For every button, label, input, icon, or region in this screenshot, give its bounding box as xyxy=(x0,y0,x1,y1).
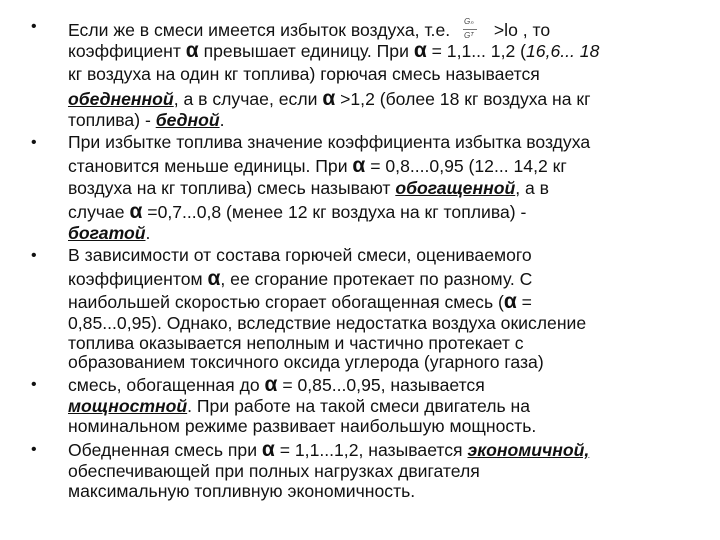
text-span: наибольшей скоростью сгорает обогащенная смесь ( xyxy=(68,292,504,312)
text-span: топлива) - xyxy=(68,110,156,130)
text-span: >lo , то xyxy=(489,20,551,40)
term-ekonomichnoy: экономичной, xyxy=(467,440,590,460)
text-span: становится меньше единицы. При xyxy=(68,156,353,176)
text-span: = 0,8....0,95 (12... 14,2 кг xyxy=(365,156,567,176)
text-span: = 1,1...1,2, называется xyxy=(274,440,468,460)
alpha-symbol: α xyxy=(185,39,199,62)
text-line xyxy=(68,155,567,176)
text-span: >1,2 (более 18 кг воздуха на кг xyxy=(335,89,591,109)
formula-denominator: Gᵀ xyxy=(464,31,474,40)
text-span: случае xyxy=(68,202,130,222)
alpha-symbol: α xyxy=(264,373,278,396)
text-span: При избытке топлива значение коэффициента избытка воздуха xyxy=(68,132,591,152)
text-line xyxy=(68,374,485,395)
text-span: коэффициент xyxy=(68,41,186,61)
text-span: . При работе на такой смеси двигатель на xyxy=(187,396,531,416)
text-span: кг воздуха на один кг топлива) горючая смесь называется xyxy=(68,64,540,84)
text-span: 0,85...0,95). Однако, вследствие недостатка воздуха окисление xyxy=(68,313,587,333)
alpha-symbol: α xyxy=(413,39,427,62)
text-span: =0,7...0,8 (менее 12 кг воздуха на кг топлива) - xyxy=(142,202,527,222)
term-bogatoy: богатой xyxy=(68,223,146,243)
text-span: Обедненная смесь при xyxy=(68,440,262,460)
text-span: = 0,85...0,95, называется xyxy=(277,375,485,395)
text-line xyxy=(68,313,586,334)
text-line xyxy=(68,352,544,373)
alpha-symbol: α xyxy=(129,200,143,223)
text-line xyxy=(68,178,549,199)
fraction-bar xyxy=(463,29,477,30)
alpha-symbol: α xyxy=(207,267,221,290)
alpha-symbol: α xyxy=(322,87,336,110)
bullet-dot: • xyxy=(31,247,37,264)
text-line xyxy=(68,16,551,40)
text-line xyxy=(68,132,590,153)
text-span: коэффициентом xyxy=(68,269,208,289)
text-line xyxy=(68,481,415,502)
term-moshchnostnoy: мощностной xyxy=(68,396,188,416)
text-line xyxy=(68,110,224,131)
text-line xyxy=(68,461,480,482)
bullet-dot: • xyxy=(31,18,37,35)
text-span: , ее сгорание протекает по разному. С xyxy=(220,269,533,289)
text-span: В зависимости от состава горючей смеси, оцениваемого xyxy=(68,245,532,265)
text-span: . xyxy=(145,223,151,243)
bullet-dot: • xyxy=(31,134,37,151)
text-span: обеспечивающей при полных нагрузках двигателя xyxy=(68,461,480,481)
text-line xyxy=(68,268,532,289)
text-line xyxy=(68,64,540,85)
alpha-symbol: α xyxy=(352,154,366,177)
term-bednoy: бедной xyxy=(155,110,220,130)
text-span: = xyxy=(516,292,532,312)
text-span: воздуха на кг топлива) смесь называют xyxy=(68,178,396,198)
alpha-symbol: α xyxy=(503,290,517,313)
text-span: образованием токсичного оксида углерода (угарного газа) xyxy=(68,352,544,372)
text-line xyxy=(68,245,532,266)
text-span: . xyxy=(219,110,225,130)
text-span: , а в случае, если xyxy=(173,89,323,109)
text-span: = 1,1... 1,2 ( xyxy=(426,41,526,61)
alpha-symbol: α xyxy=(261,438,275,461)
term-obednennoy: обедненной xyxy=(68,89,174,109)
text-line xyxy=(68,223,150,244)
text-span: номинальном режиме развивает наибольшую мощность. xyxy=(68,416,537,436)
term-obogashchennoy: обогащенной xyxy=(395,178,516,198)
text-line xyxy=(68,416,536,437)
text-line xyxy=(68,40,599,61)
text-line xyxy=(68,439,589,460)
formula-numerator: Gₙ xyxy=(464,17,474,26)
text-span: топлива оказывается неполным и частично протекает с xyxy=(68,333,524,353)
text-line xyxy=(68,88,591,109)
bullet-dot: • xyxy=(31,376,37,393)
text-span: 16,6... 18 xyxy=(526,41,600,61)
text-line xyxy=(68,333,524,354)
text-span: превышает единицу. При xyxy=(198,41,414,61)
text-span: смесь, обогащенная до xyxy=(68,375,265,395)
bullet-dot: • xyxy=(31,441,37,458)
text-line xyxy=(68,291,532,312)
text-span: максимальную топливную экономичность. xyxy=(68,481,416,501)
text-line xyxy=(68,201,526,222)
text-span: , а в xyxy=(515,178,549,198)
text-span: Если же в смеси имеется избыток воздуха, т.е. xyxy=(68,20,451,40)
text-line xyxy=(68,396,530,417)
